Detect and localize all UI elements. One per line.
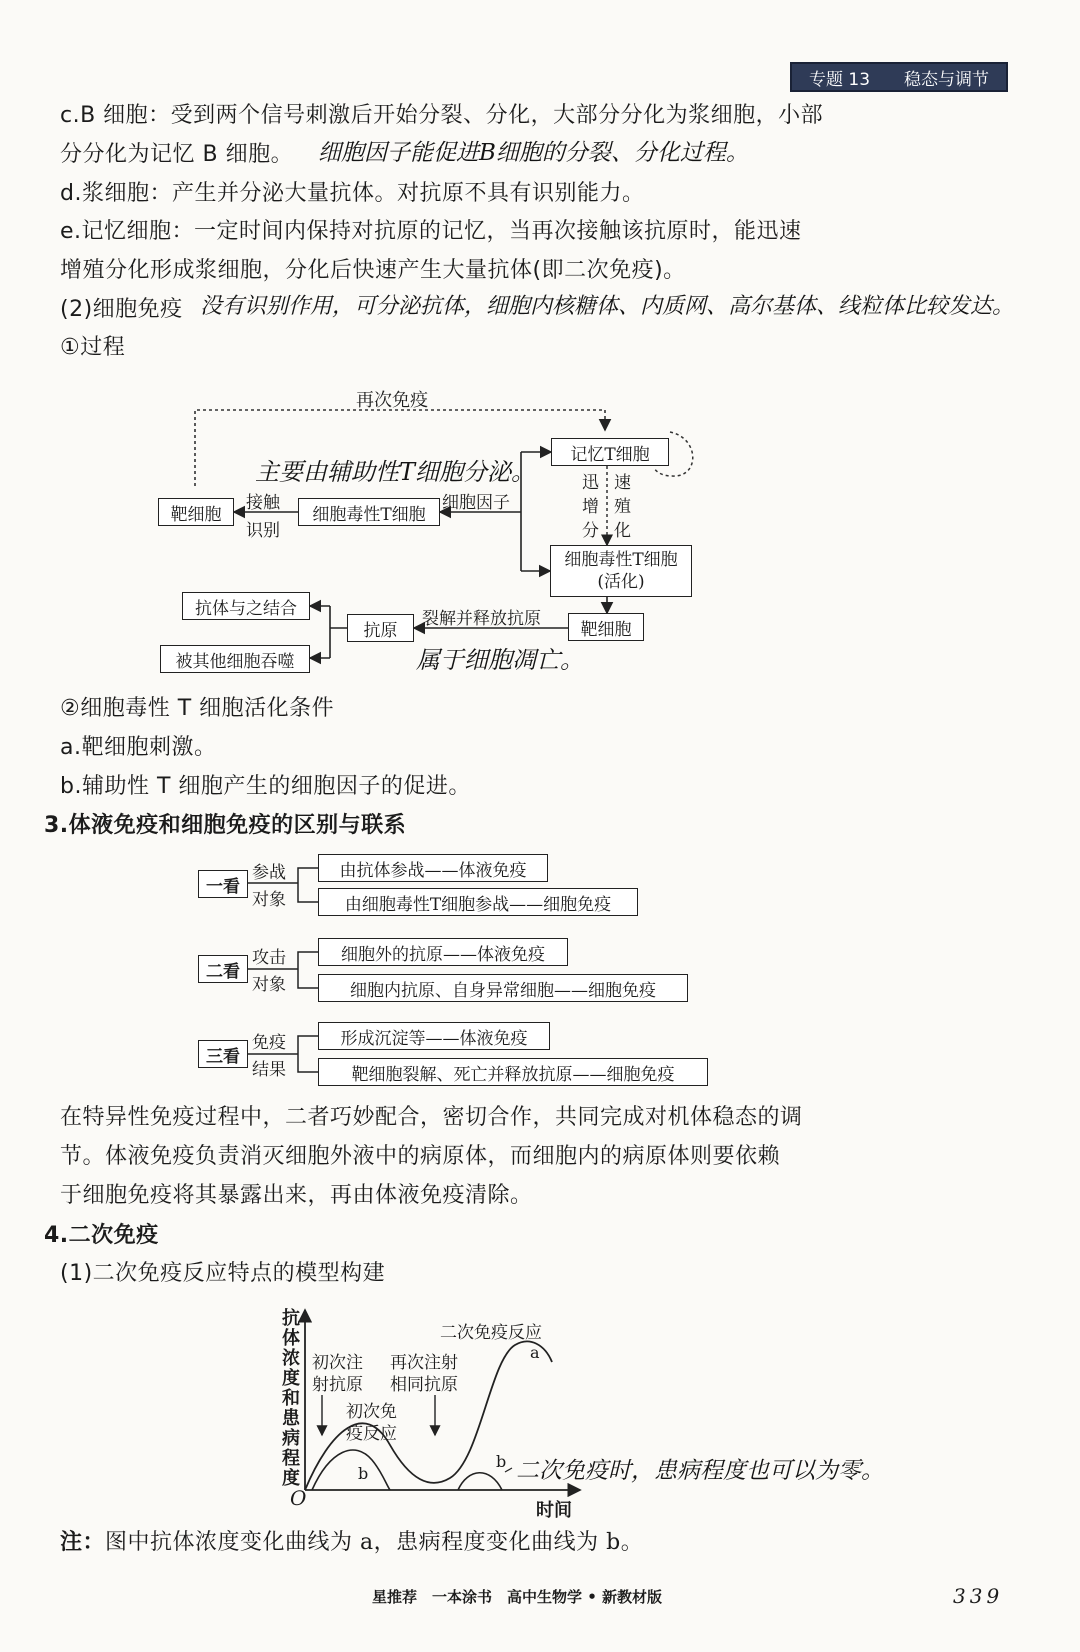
para-2: 节。体液免疫负责消灭细胞外液中的病原体，而细胞内的病原体则要依赖 <box>60 1144 781 1169</box>
look-three-cellular: 靶细胞裂解、死亡并释放抗原——细胞免疫 <box>318 1058 708 1086</box>
section-4-subtitle: (1)二次免疫反应特点的模型构建 <box>60 1261 386 1286</box>
box-target-cell: 靶细胞 <box>158 498 234 526</box>
box-phagocytosed: 被其他细胞吞噬 <box>160 645 310 673</box>
activation-a: a.靶细胞刺激。 <box>60 735 217 760</box>
look-three-a: 免疫 <box>252 1033 286 1053</box>
label-xun: 迅 <box>582 473 599 493</box>
para-3: 于细胞免疫将其暴露出来，再由体液免疫清除。 <box>60 1183 533 1208</box>
look-one-humoral: 由抗体参战——体液免疫 <box>318 854 548 882</box>
footnote-text: 图中抗体浓度变化曲线为 a，患病程度变化曲线为 b。 <box>105 1530 644 1555</box>
look-one-a: 参战 <box>252 863 286 883</box>
chart-series-b-label: b <box>358 1464 369 1483</box>
footnote-label: 注： <box>60 1529 106 1555</box>
label-recognize: 识别 <box>246 521 280 541</box>
para-1: 在特异性免疫过程中，二者巧妙配合，密切合作，共同完成对机体稳态的调 <box>60 1105 803 1130</box>
chart-annot-second-inject-1: 再次注射 <box>390 1353 458 1373</box>
curve-b <box>312 1450 390 1490</box>
chart-annot-second-inject-2: 相同抗原 <box>390 1375 458 1395</box>
activated-ctl-state: (活化) <box>597 572 645 592</box>
handwritten-note-cytokine: 细胞因子能促进B细胞的分裂、分化过程。 <box>318 140 749 166</box>
chart-x-label: 时间 <box>536 1500 572 1521</box>
process-heading: ①过程 <box>60 335 126 360</box>
section-3-title: 3.体液免疫和细胞免疫的区别与联系 <box>44 813 407 838</box>
line-d: d.浆细胞：产生并分泌大量抗体。对抗原不具有识别能力。 <box>60 181 645 206</box>
label-su: 速 <box>614 473 631 493</box>
activation-b: b.辅助性 T 细胞产生的细胞因子的促进。 <box>60 774 471 799</box>
section-4-title: 4.二次免疫 <box>44 1223 159 1248</box>
look-two-b: 对象 <box>252 975 286 995</box>
chart-series-b-label-2: b <box>496 1452 507 1471</box>
look-two: 二看 <box>198 955 248 983</box>
line-e1: e.记忆细胞：一定时间内保持对抗原的记忆，当再次接触该抗原时，能迅速 <box>60 219 802 244</box>
curve-b-second <box>458 1473 502 1490</box>
label-fen: 分 <box>582 521 599 541</box>
box-target-cell-2: 靶细胞 <box>568 613 644 641</box>
box-antibody-binding: 抗体与之结合 <box>182 592 310 620</box>
look-three-humoral: 形成沉淀等——体液免疫 <box>318 1022 550 1050</box>
handwritten-note-plasma: 没有识别作用，可分泌抗体，细胞内核糖体、内质网、高尔基体、线粒体比较发达。 <box>200 294 1015 319</box>
box-memory-t-cell: 记忆T细胞 <box>551 438 669 466</box>
chart-annot-primary-2: 疫反应 <box>346 1424 397 1444</box>
chapter-number: 专题 13 <box>808 69 871 90</box>
footnote <box>60 1525 643 1556</box>
line-c1: c.B 细胞：受到两个信号刺激后开始分裂、分化，大部分分化为浆细胞，小部 <box>60 103 824 128</box>
look-two-a: 攻击 <box>252 948 286 968</box>
label-zhi: 殖 <box>614 497 631 517</box>
label-re-immunity: 再次免疫 <box>356 390 428 411</box>
chart-origin: O <box>290 1486 307 1510</box>
look-one-cellular: 由细胞毒性T细胞参战——细胞免疫 <box>318 888 638 916</box>
chart-annot-first-inject-2: 射抗原 <box>312 1375 363 1395</box>
activation-heading: ②细胞毒性 T 细胞活化条件 <box>60 696 335 721</box>
look-three: 三看 <box>198 1040 248 1068</box>
box-antigen: 抗原 <box>347 614 414 642</box>
handwritten-note-apoptosis: 属于细胞凋亡。 <box>416 646 584 674</box>
look-one-b: 对象 <box>252 890 286 910</box>
chart-annot-secondary: 二次免疫反应 <box>440 1323 542 1343</box>
line-e2: 增殖分化形成浆细胞，分化后快速产生大量抗体(即二次免疫)。 <box>60 258 686 283</box>
line-c2: 分分化为记忆 B 细胞。 <box>60 142 294 167</box>
look-three-b: 结果 <box>252 1060 286 1080</box>
box-activated-ctl <box>550 545 692 597</box>
chart-annot-primary-1: 初次免 <box>346 1402 397 1422</box>
handwritten-note-helper-t: 主要由辅助性T细胞分泌。 <box>255 458 536 486</box>
label-contact: 接触 <box>246 493 280 513</box>
look-two-humoral: 细胞外的抗原——体液免疫 <box>318 938 568 966</box>
footer-book: 星推荐 一本涂书 高中生物学 • 新教材版 <box>372 1588 663 1606</box>
chart-y-label: 抗体浓度和患病程度 <box>279 1308 300 1488</box>
label-cytokine: 细胞因子 <box>442 493 510 513</box>
look-two-cellular: 细胞内抗原、自身异常细胞——细胞免疫 <box>318 974 688 1002</box>
handwritten-note-chart: 二次免疫时，患病程度也可以为零。 <box>516 1458 884 1484</box>
box-cytotoxic-t-cell: 细胞毒性T细胞 <box>298 498 440 526</box>
chart-series-a-label: a <box>530 1343 540 1362</box>
page-number: 339 <box>953 1584 1004 1608</box>
activated-ctl-name: 细胞毒性T细胞 <box>564 550 678 570</box>
label-hua: 化 <box>614 521 631 541</box>
chapter-title: 稳态与调节 <box>904 69 989 90</box>
section-cellular-immunity: (2)细胞免疫 <box>60 297 183 322</box>
chart-annot-first-inject-1: 初次注 <box>312 1353 363 1373</box>
label-lyse-release: 裂解并释放抗原 <box>422 609 541 629</box>
look-one: 一看 <box>198 870 248 898</box>
label-zeng: 增 <box>582 497 599 517</box>
